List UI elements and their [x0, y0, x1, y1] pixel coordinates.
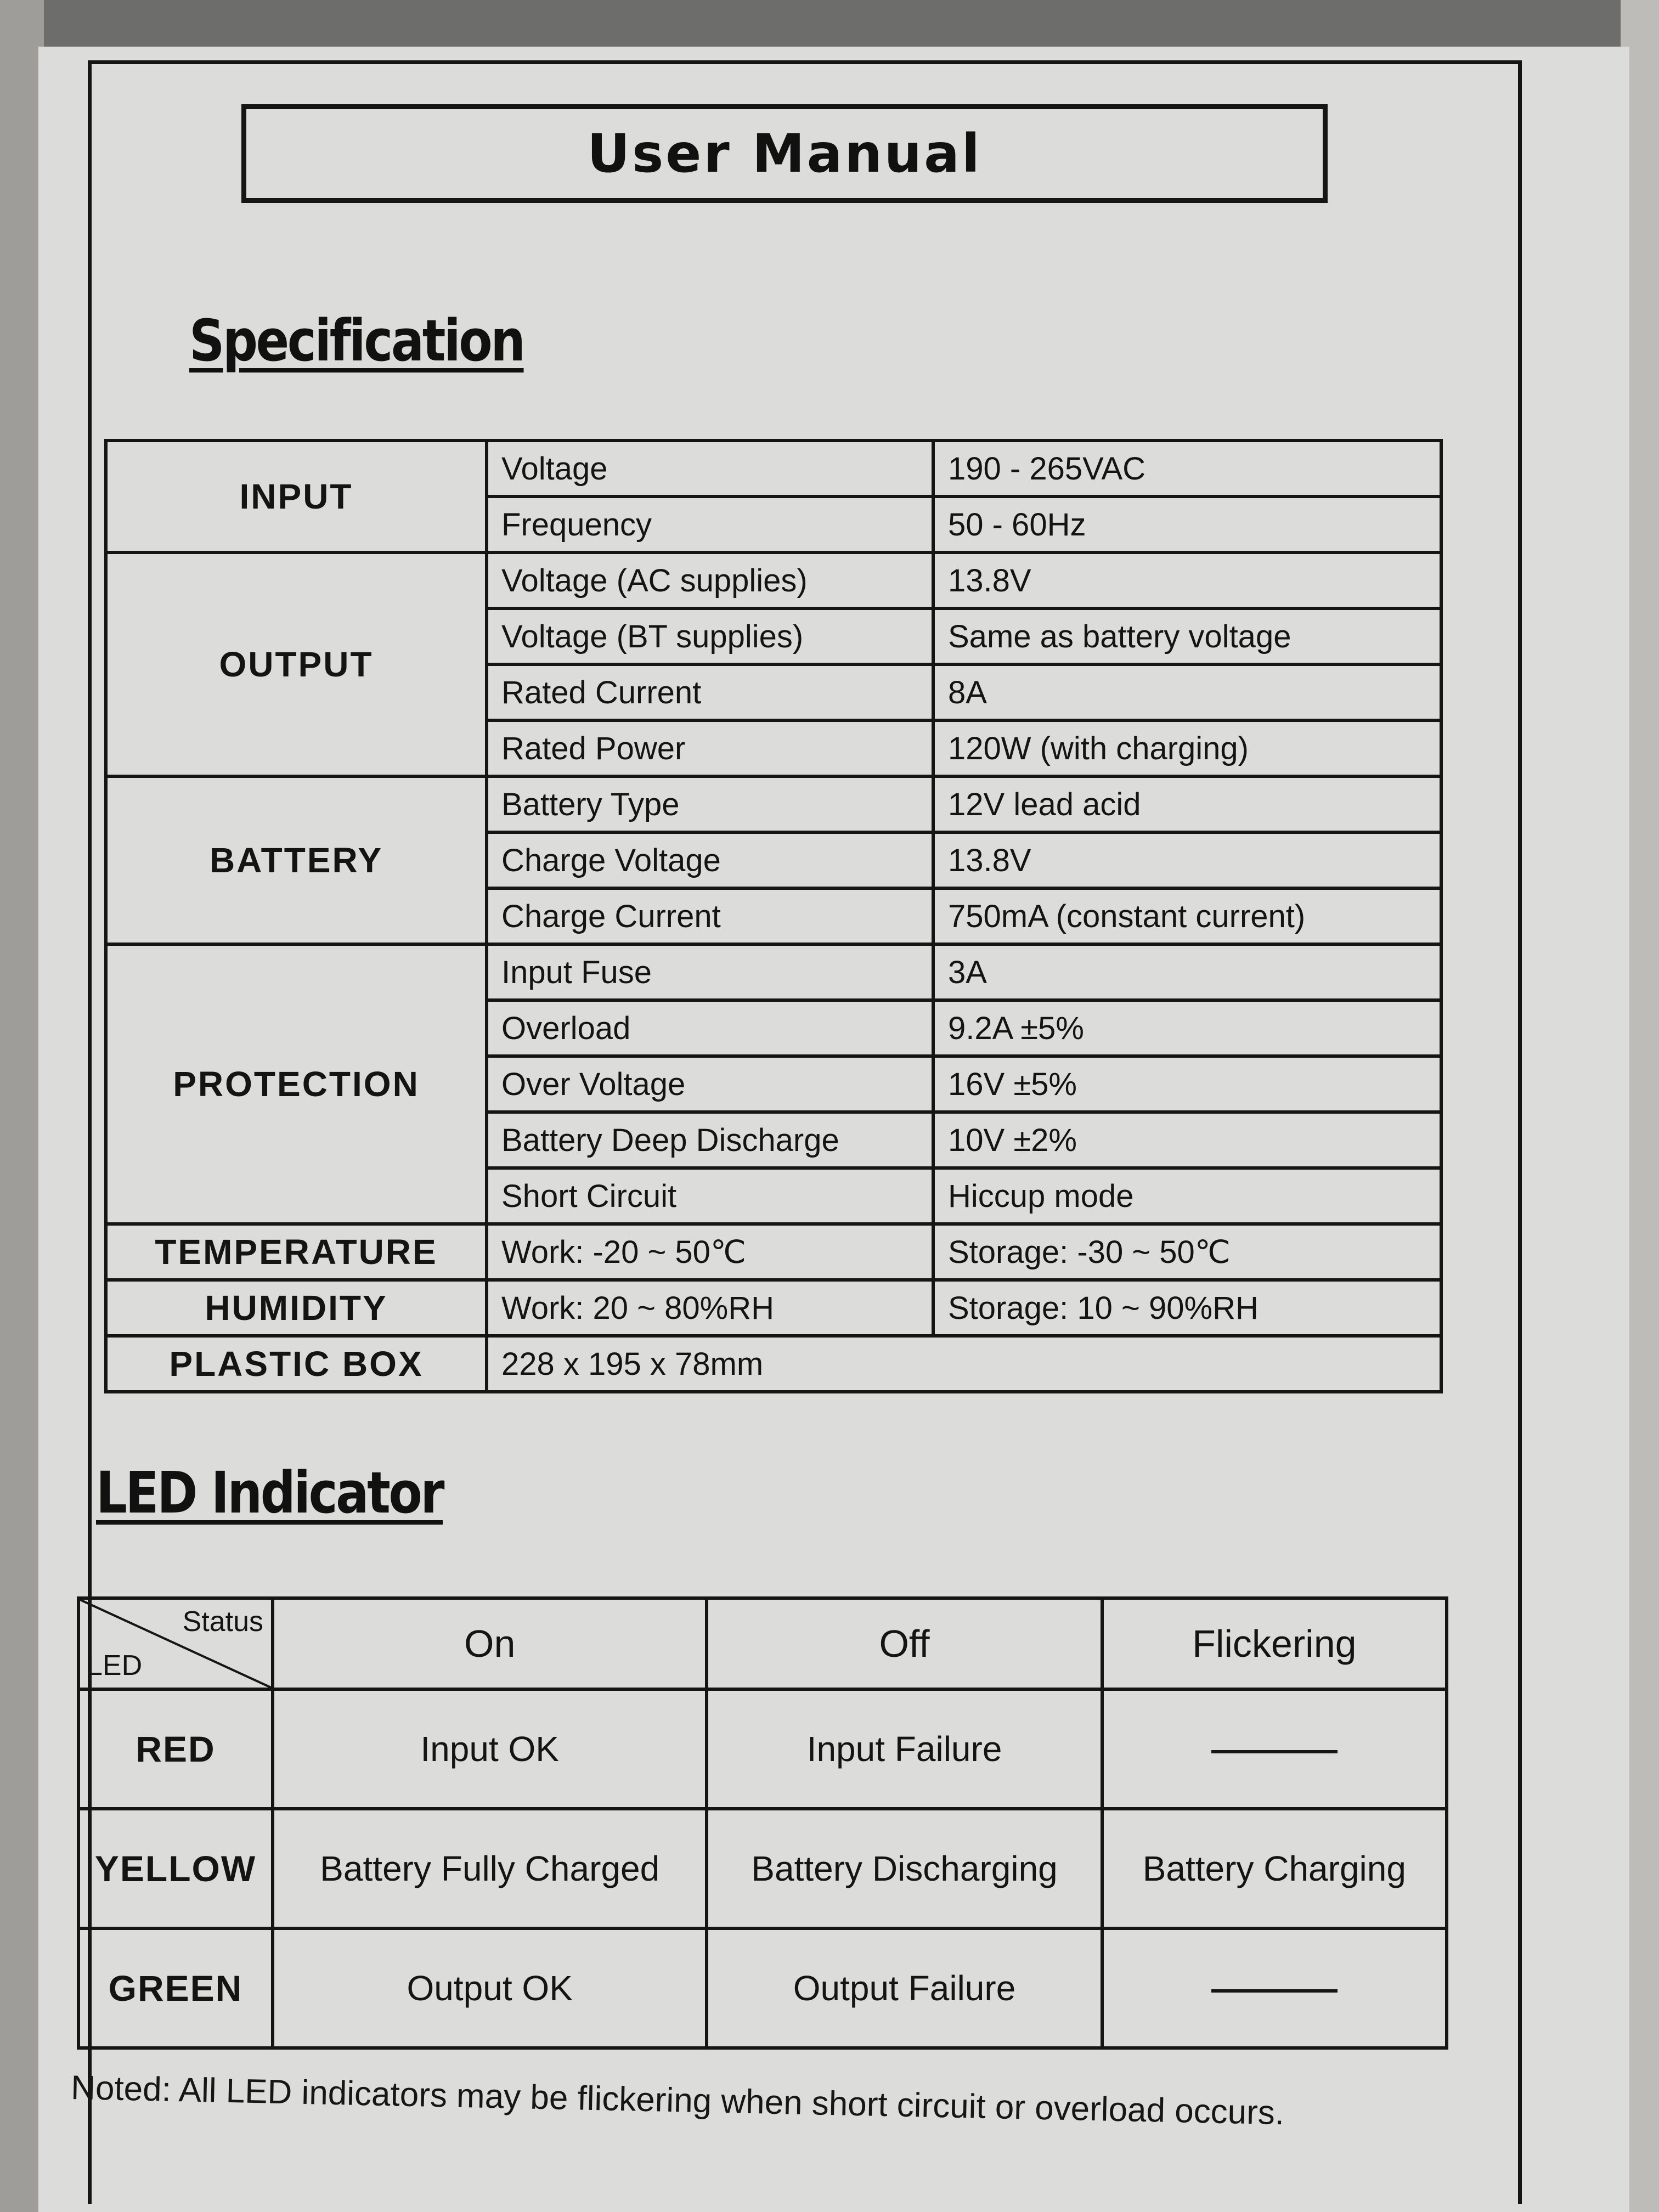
led-name-yellow: YELLOW — [78, 1809, 273, 1928]
table-row — [106, 552, 1441, 608]
param-cell: Charge Voltage — [487, 832, 933, 888]
table-row — [78, 1928, 1447, 2048]
group-protection: PROTECTION — [106, 944, 487, 1224]
column-header-off: Off — [707, 1598, 1102, 1689]
led-indicator-heading: LED Indicator — [96, 1459, 443, 1526]
led-name-green: GREEN — [78, 1928, 273, 2048]
plastic-box-dimensions: 228 x 195 x 78mm — [487, 1336, 1441, 1392]
corner-status-label: Status — [182, 1606, 263, 1638]
value-cell: Same as battery voltage — [933, 608, 1441, 664]
value-cell: 3A — [933, 944, 1441, 1000]
param-cell: Input Fuse — [487, 944, 933, 1000]
temperature-work: Work: -20 ~ 50℃ — [487, 1224, 933, 1280]
param-cell: Short Circuit — [487, 1168, 933, 1224]
table-row — [106, 1280, 1441, 1336]
green-off-cell: Output Failure — [707, 1928, 1102, 2048]
table-row — [106, 1336, 1441, 1392]
table-row — [106, 441, 1441, 496]
specification-table — [104, 439, 1443, 1393]
param-cell: Frequency — [487, 496, 933, 552]
group-battery: BATTERY — [106, 776, 487, 944]
param-cell: Voltage (AC supplies) — [487, 552, 933, 608]
yellow-flicker-cell: Battery Charging — [1102, 1809, 1447, 1928]
group-output: OUTPUT — [106, 552, 487, 776]
yellow-on-cell: Battery Fully Charged — [273, 1809, 707, 1928]
table-row — [106, 944, 1441, 1000]
red-flicker-cell — [1102, 1689, 1447, 1809]
value-cell: 190 - 265VAC — [933, 441, 1441, 496]
param-cell: Rated Current — [487, 664, 933, 720]
group-temperature: TEMPERATURE — [106, 1224, 487, 1280]
red-off-cell: Input Failure — [707, 1689, 1102, 1809]
humidity-work: Work: 20 ~ 80%RH — [487, 1280, 933, 1336]
value-cell: Hiccup mode — [933, 1168, 1441, 1224]
led-name-red: RED — [78, 1689, 273, 1809]
value-cell: 12V lead acid — [933, 776, 1441, 832]
background-left — [0, 0, 44, 2212]
specification-heading: Specification — [189, 307, 524, 374]
green-flicker-cell — [1102, 1928, 1447, 2048]
corner-led-label: LED — [87, 1650, 143, 1681]
param-cell: Over Voltage — [487, 1056, 933, 1112]
red-on-cell: Input OK — [273, 1689, 707, 1809]
dash-mark — [1211, 1750, 1338, 1753]
humidity-storage: Storage: 10 ~ 90%RH — [933, 1280, 1441, 1336]
param-cell: Battery Deep Discharge — [487, 1112, 933, 1168]
temperature-storage: Storage: -30 ~ 50℃ — [933, 1224, 1441, 1280]
param-cell: Battery Type — [487, 776, 933, 832]
table-row — [106, 776, 1441, 832]
value-cell: 10V ±2% — [933, 1112, 1441, 1168]
param-cell: Voltage (BT supplies) — [487, 608, 933, 664]
group-plastic-box: PLASTIC BOX — [106, 1336, 487, 1392]
column-header-on: On — [273, 1598, 707, 1689]
column-header-flickering: Flickering — [1102, 1598, 1447, 1689]
value-cell: 16V ±5% — [933, 1056, 1441, 1112]
value-cell: 8A — [933, 664, 1441, 720]
value-cell: 9.2A ±5% — [933, 1000, 1441, 1056]
yellow-off-cell: Battery Discharging — [707, 1809, 1102, 1928]
corner-header-cell — [78, 1598, 273, 1689]
value-cell: 120W (with charging) — [933, 720, 1441, 776]
value-cell: 50 - 60Hz — [933, 496, 1441, 552]
table-header-row — [78, 1598, 1447, 1689]
footnote: Noted: All LED indicators may be flickering when short circuit or overload occurs. — [70, 2068, 1285, 2132]
param-cell: Rated Power — [487, 720, 933, 776]
value-cell: 13.8V — [933, 552, 1441, 608]
table-row — [106, 1224, 1441, 1280]
table-row — [78, 1809, 1447, 1928]
table-row — [78, 1689, 1447, 1809]
value-cell: 750mA (constant current) — [933, 888, 1441, 944]
param-cell: Overload — [487, 1000, 933, 1056]
value-cell: 13.8V — [933, 832, 1441, 888]
group-humidity: HUMIDITY — [106, 1280, 487, 1336]
led-indicator-table — [77, 1596, 1448, 2050]
document-title: User Manual — [241, 104, 1328, 203]
dash-mark — [1211, 1989, 1338, 1993]
param-cell: Voltage — [487, 441, 933, 496]
group-input: INPUT — [106, 441, 487, 552]
param-cell: Charge Current — [487, 888, 933, 944]
green-on-cell: Output OK — [273, 1928, 707, 2048]
